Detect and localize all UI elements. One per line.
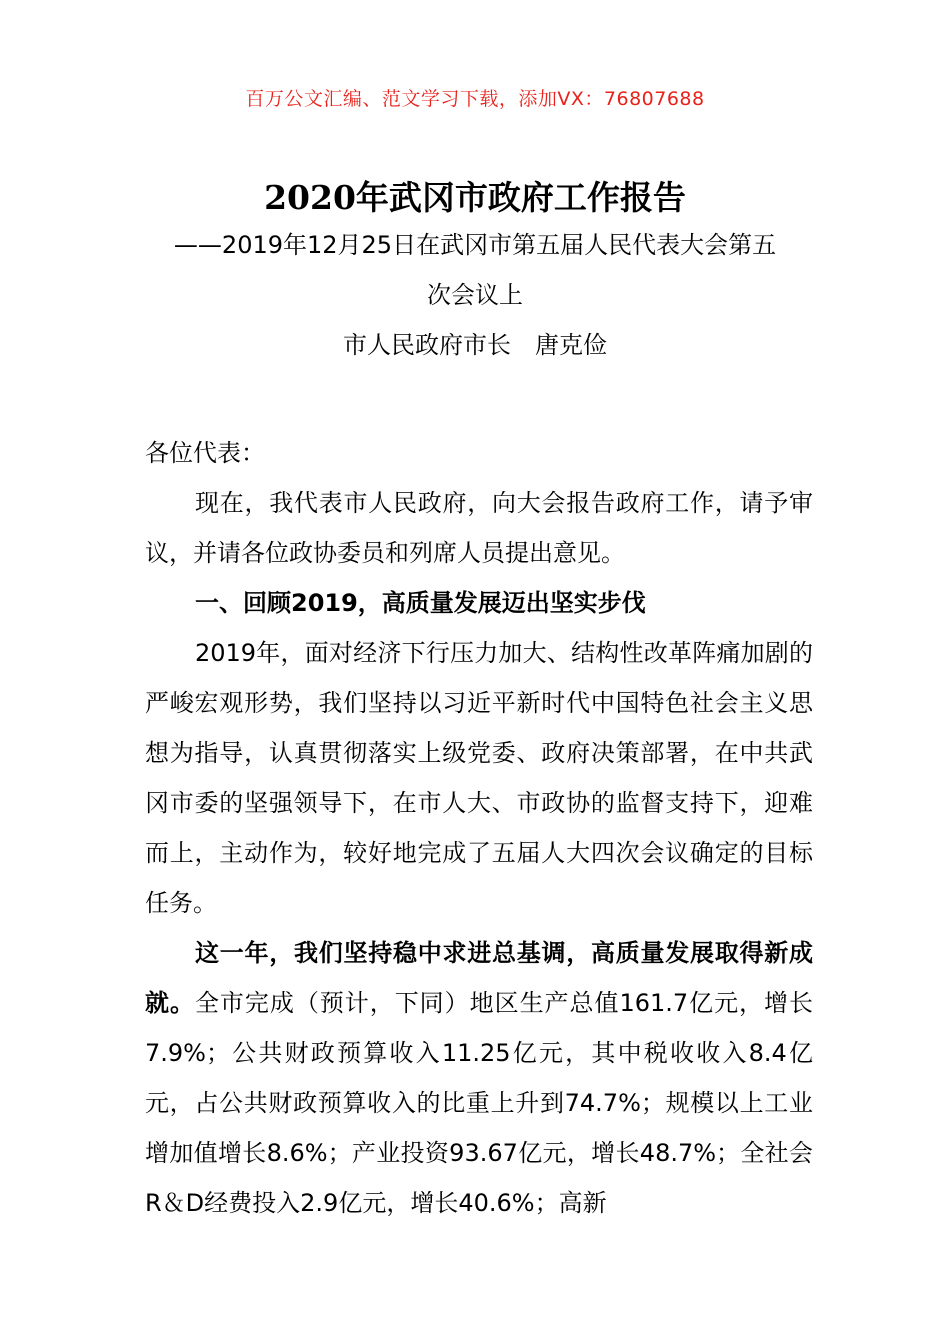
section-heading: 一、回顾2019，高质量发展迈出坚实步伐 [195, 589, 646, 617]
paragraph-achievements [145, 928, 813, 1228]
paragraph-intro: 现在，我代表市人民政府，向大会报告政府工作，请予审议，并请各位政协委员和列席人员提出意见。 [145, 489, 813, 567]
subtitle-line-1: ——2019年12月25日在武冈市第五届人民代表大会第五 [173, 231, 777, 259]
paragraph-achievements-text: 全市完成（预计，下同）地区生产总值161.7亿元，增长7.9%；公共财政预算收入11.25亿元，其中税收收入8.4亿元，占公共财政预算收入的比重上升到74.7%；规模以上工业增加值增长8.6%；产业投资93.67亿元，增长48.7%；全社会R＆D经费投入2.9亿元，增长40.6%；高新 [145, 989, 813, 1217]
document-body [145, 428, 813, 1228]
paragraph-review: 2019年，面对经济下行压力加大、结构性改革阵痛加剧的严峻宏观形势，我们坚持以习近平新时代中国特色社会主义思想为指导，认真贯彻落实上级党委、政府决策部署，在中共武冈市委的坚强领导下，在市人大、市政协的监督支持下，迎难而上，主动作为，较好地完成了五届人大四次会议确定的目标任务。 [145, 639, 813, 917]
author-line: 市人民政府市长 唐克俭 [343, 331, 607, 359]
subtitle-line-2: 次会议上 [427, 281, 523, 309]
paragraph-lead-sentence: 这一年，我们坚持稳中求进总基调，高质量发展取得新成就。 [145, 939, 813, 1017]
watermark-banner: 百万公文汇编、范文学习下载，添加VX：76807688 [245, 88, 705, 110]
document-title: 2020年武冈市政府工作报告 [264, 178, 686, 217]
salutation: 各位代表： [145, 439, 265, 467]
